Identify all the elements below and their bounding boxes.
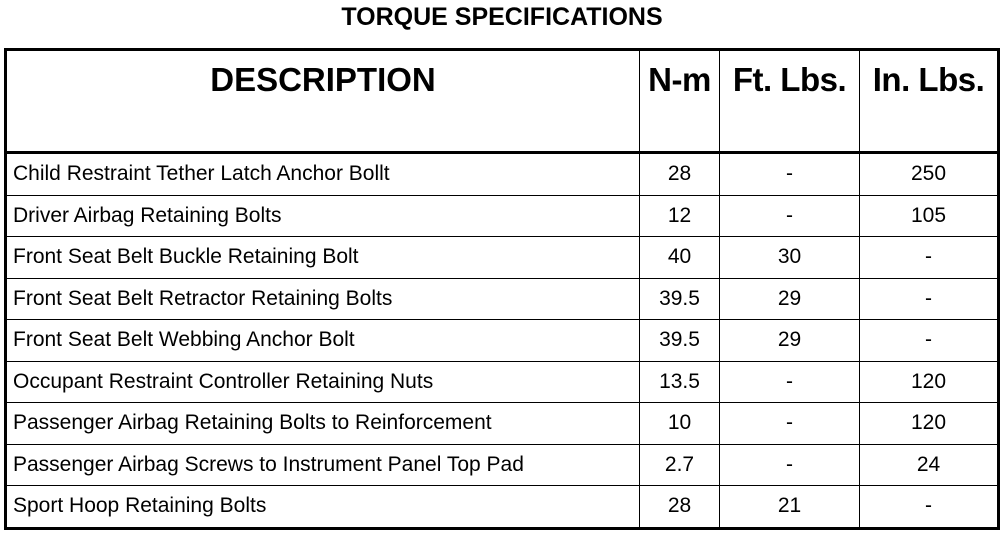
table-row <box>6 403 999 445</box>
cell-ft-lbs: 30 <box>720 237 860 279</box>
cell-nm: 28 <box>640 153 720 196</box>
cell-ft-lbs: 29 <box>720 320 860 362</box>
table-row <box>6 361 999 403</box>
cell-nm: 12 <box>640 195 720 237</box>
cell-ft-lbs: - <box>720 444 860 486</box>
cell-nm: 39.5 <box>640 320 720 362</box>
table-row <box>6 237 999 279</box>
cell-ft-lbs: 29 <box>720 278 860 320</box>
cell-nm: 10 <box>640 403 720 445</box>
cell-in-lbs: - <box>860 486 999 529</box>
page-title: TORQUE SPECIFICATIONS <box>341 3 663 31</box>
table-row <box>6 278 999 320</box>
cell-ft-lbs: - <box>720 403 860 445</box>
cell-description: Passenger Airbag Screws to Instrument Panel Top Pad <box>6 444 640 486</box>
table-row <box>6 153 999 196</box>
table-header-row <box>6 50 999 153</box>
column-header-description: DESCRIPTION <box>6 50 640 153</box>
cell-nm: 13.5 <box>640 361 720 403</box>
cell-in-lbs: - <box>860 278 999 320</box>
cell-ft-lbs: 21 <box>720 486 860 529</box>
column-header-ft-lbs: Ft. Lbs. <box>720 50 860 153</box>
cell-ft-lbs: - <box>720 195 860 237</box>
cell-description: Occupant Restraint Controller Retaining Nuts <box>6 361 640 403</box>
cell-in-lbs: 120 <box>860 361 999 403</box>
torque-spec-table <box>4 48 1000 530</box>
cell-description: Child Restraint Tether Latch Anchor Bollt <box>6 153 640 196</box>
cell-description: Front Seat Belt Webbing Anchor Bolt <box>6 320 640 362</box>
table-row <box>6 444 999 486</box>
cell-in-lbs: 120 <box>860 403 999 445</box>
cell-nm: 28 <box>640 486 720 529</box>
cell-in-lbs: - <box>860 320 999 362</box>
cell-in-lbs: 24 <box>860 444 999 486</box>
cell-nm: 40 <box>640 237 720 279</box>
cell-ft-lbs: - <box>720 153 860 196</box>
column-header-nm: N-m <box>640 50 720 153</box>
cell-nm: 39.5 <box>640 278 720 320</box>
cell-description: Front Seat Belt Buckle Retaining Bolt <box>6 237 640 279</box>
cell-description: Front Seat Belt Retractor Retaining Bolts <box>6 278 640 320</box>
cell-description: Driver Airbag Retaining Bolts <box>6 195 640 237</box>
cell-description: Sport Hoop Retaining Bolts <box>6 486 640 529</box>
table-row <box>6 486 999 529</box>
column-header-in-lbs: In. Lbs. <box>860 50 999 153</box>
cell-nm: 2.7 <box>640 444 720 486</box>
table-row <box>6 320 999 362</box>
cell-description: Passenger Airbag Retaining Bolts to Reinforcement <box>6 403 640 445</box>
cell-in-lbs: 105 <box>860 195 999 237</box>
table-row <box>6 195 999 237</box>
cell-ft-lbs: - <box>720 361 860 403</box>
cell-in-lbs: - <box>860 237 999 279</box>
cell-in-lbs: 250 <box>860 153 999 196</box>
